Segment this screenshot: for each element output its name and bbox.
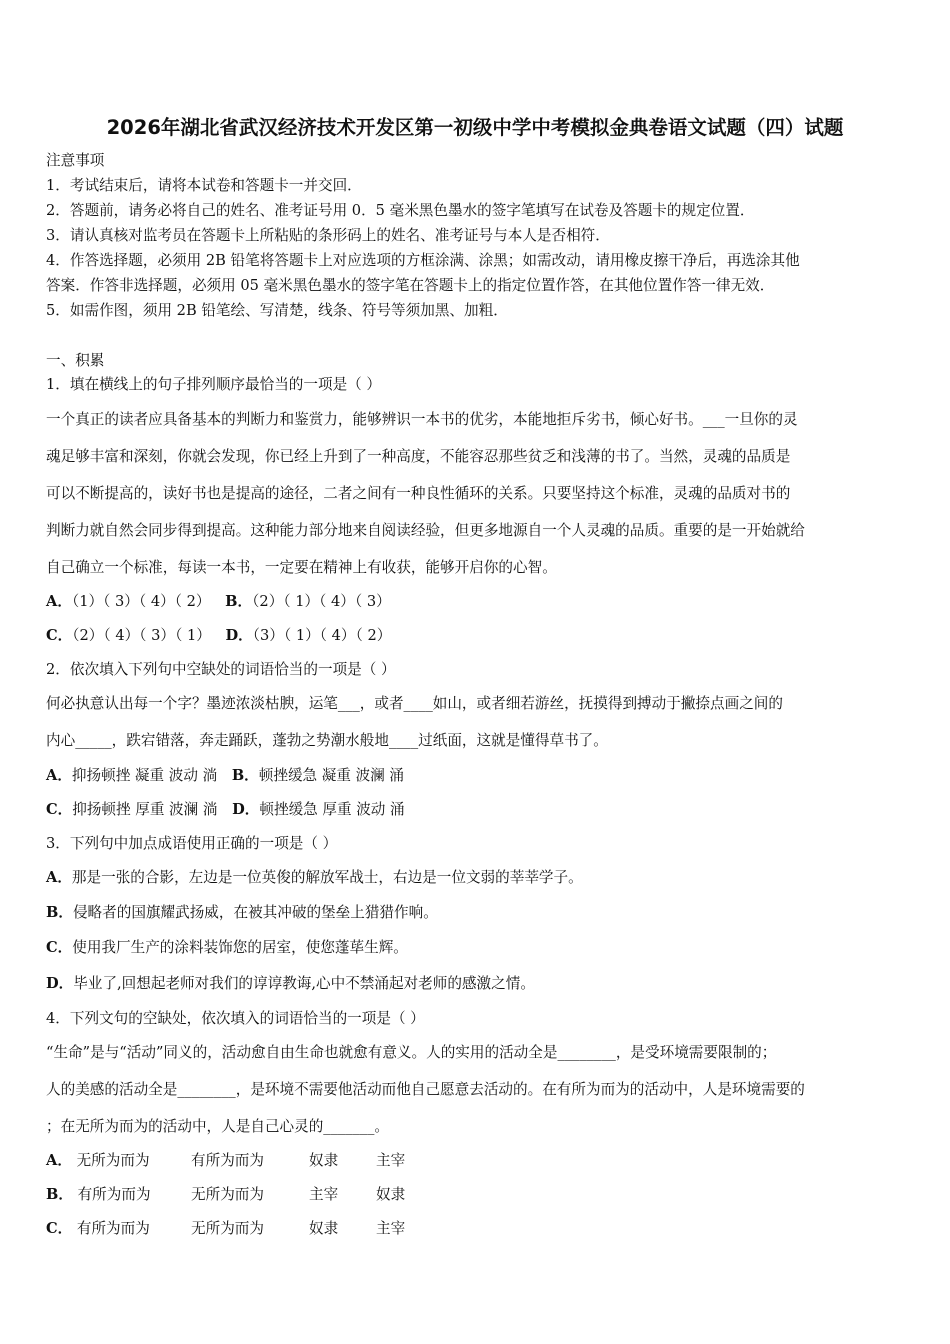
notice-item: 答案．作答非选择题，必须用 05 毫米黑色墨水的签字笔在答题卡上的指定位置作答，在其他位置作答一律无效． <box>46 277 775 294</box>
question-2-options-row <box>46 800 405 820</box>
option-d: （3）（ 1）（ 4）（ 2） <box>252 627 392 644</box>
question-2-stem: 2．依次填入下列句中空缺处的词语恰当的一项是（ ） <box>46 661 396 678</box>
question-2-options-row <box>46 766 404 786</box>
question-1-options-row <box>46 592 391 612</box>
option-b: （2）（ 1）（ 4）（ 3） <box>252 593 391 610</box>
question-3-option <box>46 868 583 888</box>
option-a: 抑扬顿挫 凝重 波动 淌 <box>71 767 218 784</box>
section-heading: 一、积累 <box>46 352 105 369</box>
page-title: 2026年湖北省武汉经济技术开发区第一初级中学中考模拟金典卷语文试题（四）试题 <box>106 116 844 139</box>
question-4-passage-line: “生命”是与“活动”同义的，活动愈自由生命也就愈有意义。人的实用的活动全是________，是受环境需要限制的； <box>46 1044 777 1061</box>
option-c: 使用我厂生产的涂料装饰您的居室，使您蓬荜生辉。 <box>72 939 408 956</box>
option-a-label: A． <box>46 869 72 886</box>
option-d-label: D． <box>232 801 260 818</box>
option-b: 侵略者的国旗耀武扬威，在被其冲破的堡垒上猎猎作响。 <box>72 904 438 921</box>
option-d: 顿挫缓急 厚重 波动 涌 <box>259 801 405 818</box>
question-3-option <box>46 903 438 923</box>
option-a-choice-3: 奴隶 <box>309 1152 339 1169</box>
question-3-option <box>46 938 408 958</box>
option-b-label: B． <box>225 593 253 610</box>
question-2-passage-line: 何必执意认出每一个字？墨迹浓淡枯腴，运笔___，或者____如山，或者细若游丝，抚摸得到搏动于撇捺点画之间的 <box>46 695 783 712</box>
question-1-passage-line: 自己确立一个标准，每读一本书，一定要在精神上有收获，能够开启你的心智。 <box>46 559 557 576</box>
notice-heading: 注意事项 <box>46 152 105 169</box>
option-c-label: C． <box>46 627 73 644</box>
option-a: （1）（ 3）（ 4）（ 2） <box>71 593 211 610</box>
question-3-option <box>46 974 535 994</box>
option-a-choice-4: 主宰 <box>376 1152 406 1169</box>
option-b-label: B． <box>46 1186 73 1203</box>
option-b: 顿挫缓急 凝重 波澜 涌 <box>258 767 405 784</box>
option-a-label: A． <box>46 1152 72 1169</box>
question-4-passage-line: ；在无所为而为的活动中，人是自己心灵的_______。 <box>46 1118 389 1135</box>
question-1-passage-line: 一个真正的读者应具备基本的判断力和鉴赏力，能够辨识一本书的优劣，本能地拒斥劣书，倾心好书。___一旦你的灵 <box>46 411 798 428</box>
option-a-label: A． <box>46 767 72 784</box>
option-d-label: D． <box>46 975 74 992</box>
question-1-stem: 1．填在横线上的句子排列顺序最恰当的一项是（ ） <box>46 376 381 393</box>
option-c: （2）（ 4）（ 3）（ 1） <box>72 627 211 644</box>
option-c-label: C． <box>46 801 73 818</box>
option-d-label: D． <box>225 627 253 644</box>
option-b-choice-2: 无所为而为 <box>191 1186 264 1203</box>
option-b-choice-3: 主宰 <box>309 1186 339 1203</box>
question-2-passage-line: 内心_____，跌宕错落，奔走踊跃，蓬勃之势潮水般地____过纸面，这就是懂得草书了。 <box>46 732 608 749</box>
notice-item: 3．请认真核对监考员在答题卡上所粘贴的条形码上的姓名、准考证号与本人是否相符． <box>46 227 610 244</box>
notice-item: 5．如需作图，须用 2B 铅笔绘、写清楚，线条、符号等须加黑、加粗． <box>46 302 508 319</box>
option-a-label: A． <box>46 593 72 610</box>
option-a-choice-1: 无所为而为 <box>76 1152 150 1169</box>
question-3-stem: 3．下列句中加点成语使用正确的一项是（ ） <box>46 835 338 852</box>
option-c-label: C． <box>46 939 73 956</box>
option-b-choice-1: 有所为而为 <box>77 1186 151 1203</box>
option-c-choice-2: 无所为而为 <box>191 1220 264 1237</box>
option-b-label: B． <box>231 767 259 784</box>
option-c-choice-4: 主宰 <box>376 1220 406 1237</box>
question-4-option <box>46 1219 406 1239</box>
notice-item: 4．作答选择题，必须用 2B 铅笔将答题卡上对应选项的方框涂满、涂黑；如需改动，请用橡皮擦干净后，再选涂其他 <box>46 252 800 269</box>
question-1-passage-line: 可以不断提高的，读好书也是提高的途径，二者之间有一种良性循环的关系。只要坚持这个标准，灵魂的品质对书的 <box>46 485 791 502</box>
notice-item: 1．考试结束后，请将本试卷和答题卡一并交回． <box>46 177 362 194</box>
option-c-choice-3: 奴隶 <box>309 1220 339 1237</box>
option-b-choice-4: 奴隶 <box>376 1186 406 1203</box>
option-a-choice-2: 有所为而为 <box>191 1152 264 1169</box>
option-c-choice-1: 有所为而为 <box>76 1220 150 1237</box>
question-1-passage-line: 魂足够丰富和深刻，你就会发现，你已经上升到了一种高度，不能容忍那些贫乏和浅薄的书了。当然，灵魂的品质是 <box>46 448 791 465</box>
question-4-passage-line: 人的美感的活动全是________，是环境不需要他活动而他自己愿意去活动的。在有所为而为的活动中，人是环境需要的 <box>46 1081 805 1098</box>
option-d: 毕业了,回想起老师对我们的谆谆教诲,心中不禁涌起对老师的感激之情。 <box>73 975 535 992</box>
question-4-stem: 4．下列文句的空缺处，依次填入的词语恰当的一项是（ ） <box>46 1010 425 1027</box>
question-4-option <box>46 1185 406 1205</box>
option-b-label: B． <box>46 904 73 921</box>
notice-item: 2．答题前，请务必将自己的姓名、准考证号用 0．5 毫米黑色墨水的签字笔填写在试卷及答题卡的规定位置． <box>46 202 755 219</box>
question-1-options-row <box>46 626 391 646</box>
question-1-passage-line: 判断力就自然会同步得到提高。这种能力部分地来自阅读经验，但更多地源自一个人灵魂的品质。重要的是一开始就给 <box>46 522 805 539</box>
question-4-option <box>46 1151 406 1171</box>
option-c: 抑扬顿挫 厚重 波澜 淌 <box>72 801 218 818</box>
option-c-label: C． <box>46 1220 73 1237</box>
option-a: 那是一张的合影，左边是一位英俊的解放军战士，右边是一位文弱的莘莘学子。 <box>71 869 583 886</box>
